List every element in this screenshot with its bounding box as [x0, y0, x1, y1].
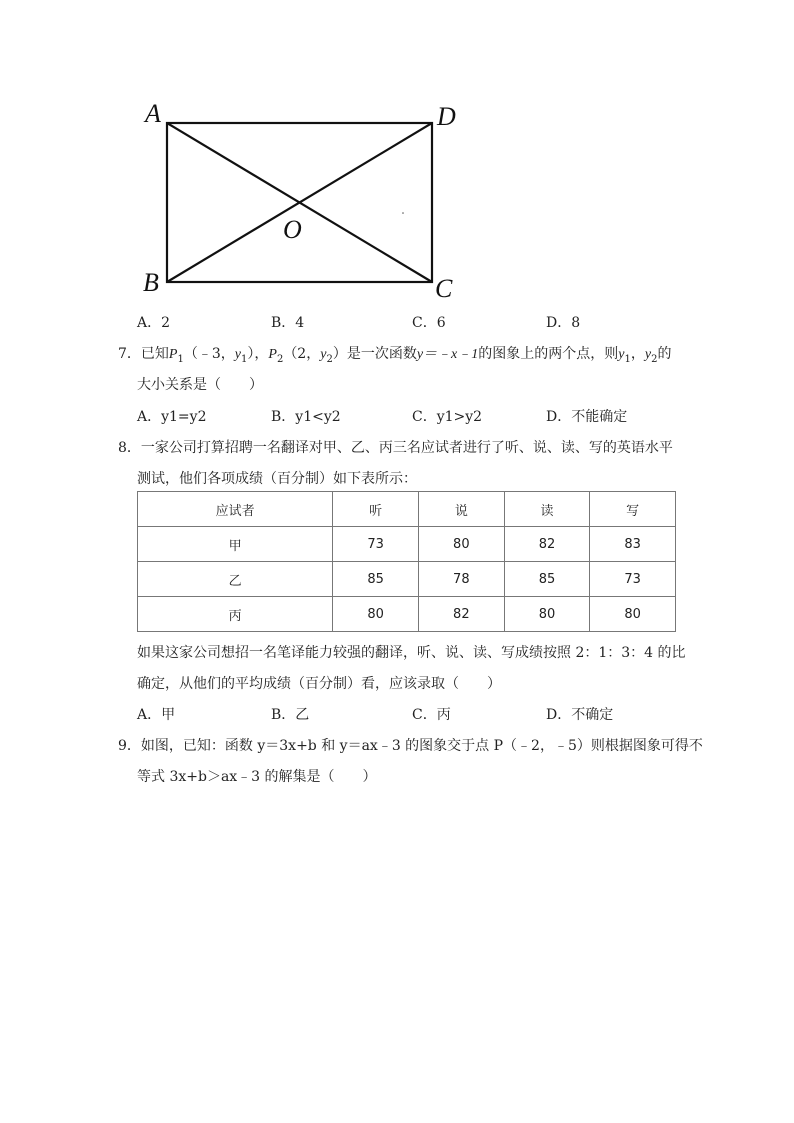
table-header-row	[138, 492, 676, 527]
table-cell: 83	[590, 527, 676, 562]
rectangle-figure	[135, 95, 475, 305]
table-row	[138, 562, 676, 597]
q7-line1: 7．已知$P_1(﹣3$，$y_1$），$P_2(2$，$y_2$）是一次函数y＝﹣x﹣1的图象上的两个点，则$y_1$，$y_2$的	[118, 346, 672, 365]
table-cell: 73	[590, 562, 676, 597]
q8-option-d: D．不确定	[546, 707, 614, 723]
table-row	[138, 597, 676, 632]
table-cell: 80	[590, 597, 676, 632]
label-a: A	[145, 99, 161, 128]
q8-option-c: C．丙	[412, 707, 451, 723]
q8-line3: 如果这家公司想招一名笔译能力较强的翻译，听、说、读、写成绩按照 2：1：3：4 的比	[137, 645, 686, 661]
q7-line2: 大小关系是（ ）	[137, 377, 263, 393]
header-cell: 听	[333, 492, 419, 527]
table-cell: 甲	[138, 527, 333, 562]
label-d: D	[437, 102, 456, 131]
table-row	[138, 527, 676, 562]
q7-option-c: C．y1>y2	[412, 409, 483, 425]
table-cell: 乙	[138, 562, 333, 597]
table-cell: 80	[504, 597, 590, 632]
table-cell: 80	[419, 527, 505, 562]
table-cell: 80	[333, 597, 419, 632]
q6-option-c: C．6	[412, 315, 446, 331]
q6-option-a: A．2	[137, 315, 171, 331]
header-cell: 应试者	[138, 492, 333, 527]
table-cell: 丙	[138, 597, 333, 632]
q9-line2: 等式 3x+b＞ax﹣3 的解集是（ ）	[137, 769, 377, 785]
q8-line2: 测试，他们各项成绩（百分制）如下表所示：	[137, 471, 417, 487]
table-cell: 73	[333, 527, 419, 562]
q6-option-b: B．4	[271, 315, 305, 331]
scores-table	[137, 491, 676, 632]
q7-option-a: A．y1=y2	[137, 409, 207, 425]
header-cell: 读	[504, 492, 590, 527]
label-b: B	[143, 268, 159, 297]
q9-line1: 9．如图，已知：函数 y＝3x+b 和 y＝ax﹣3 的图象交于点 P（﹣2，﹣5）则根据图象可得不	[118, 738, 703, 754]
stray-dot	[402, 212, 404, 214]
table-cell: 82	[504, 527, 590, 562]
q8-line1: 8．一家公司打算招聘一名翻译对甲、乙、丙三名应试者进行了听、说、读、写的英语水平	[118, 440, 673, 456]
q8-option-a: A．甲	[137, 707, 176, 723]
header-cell: 写	[590, 492, 676, 527]
label-o: O	[283, 215, 302, 244]
q8-line4: 确定，从他们的平均成绩（百分制）看，应该录取（ ）	[137, 676, 501, 692]
label-c: C	[435, 274, 453, 303]
table-cell: 85	[504, 562, 590, 597]
q6-option-d: D．8	[546, 315, 581, 331]
q7-option-b: B．y1<y2	[271, 409, 341, 425]
q7-option-d: D．不能确定	[546, 409, 628, 425]
table-cell: 85	[333, 562, 419, 597]
q8-option-b: B．乙	[271, 707, 310, 723]
table-cell: 82	[419, 597, 505, 632]
rectangle-diagram	[135, 95, 475, 305]
header-cell: 说	[419, 492, 505, 527]
table-cell: 78	[419, 562, 505, 597]
